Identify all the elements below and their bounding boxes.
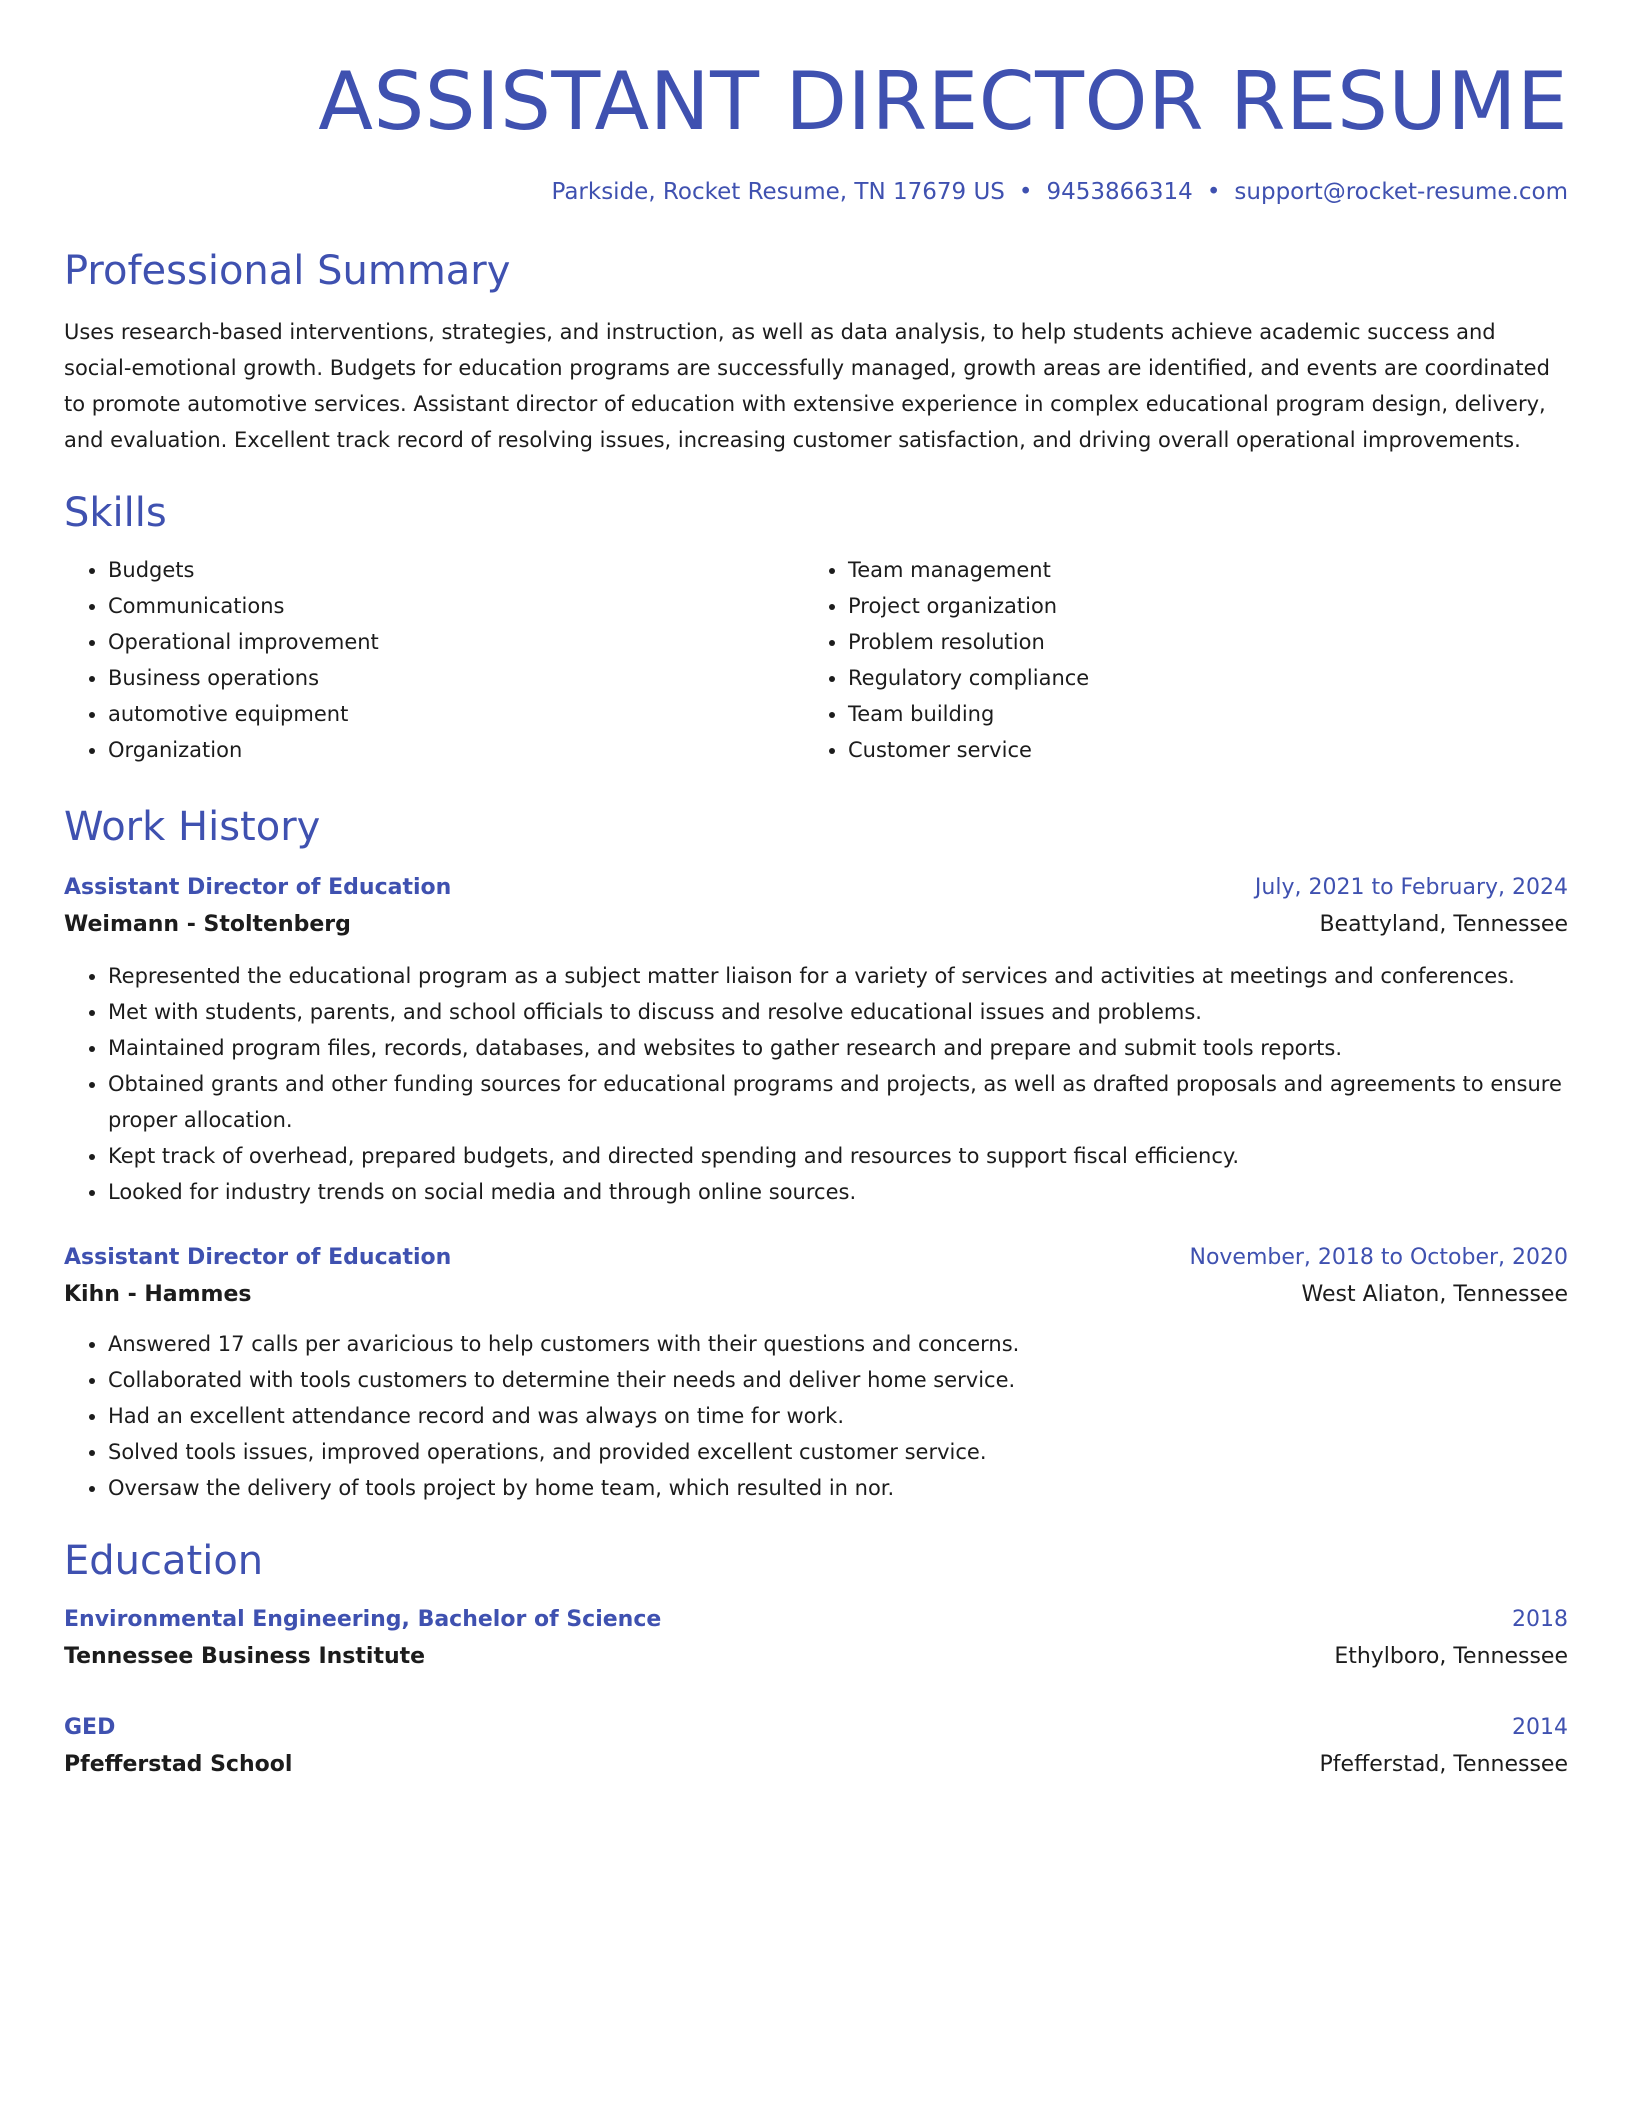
education-subheader xyxy=(64,1638,1568,1676)
skill-item: • Business operations xyxy=(108,660,804,696)
skill-item: • Regulatory compliance xyxy=(848,660,1568,696)
job-role: Assistant Director of Education xyxy=(64,875,452,900)
duty-item: • Collaborated with tools customers to determine their needs and deliver home service. xyxy=(108,1362,1568,1398)
contact-phone: 9453866314 xyxy=(1046,179,1193,205)
education-location: Ethylboro, Tennessee xyxy=(1334,1644,1568,1669)
education-degree: GED xyxy=(64,1715,116,1740)
education-school: Tennessee Business Institute xyxy=(64,1644,426,1669)
skills-heading: Skills xyxy=(64,490,167,536)
skill-item: • Team building xyxy=(848,696,1568,732)
education-degree: Environmental Engineering, Bachelor of Science xyxy=(64,1607,662,1632)
job-entry xyxy=(64,1240,1568,1506)
duty-item: • Maintained program files, records, databases, and websites to gather research and prepare and submit tools reports. xyxy=(108,1030,1568,1066)
skill-item: • Project organization xyxy=(848,588,1568,624)
job-entry xyxy=(64,870,1568,1210)
job-subheader xyxy=(64,1276,1568,1314)
job-duties xyxy=(64,1326,1568,1506)
skill-item: • Communications xyxy=(108,588,804,624)
duty-item: • Had an excellent attendance record and was always on time for work. xyxy=(108,1398,1568,1434)
duty-item: • Kept track of overhead, prepared budgets, and directed spending and resources to support fiscal efficiency. xyxy=(108,1138,1568,1174)
job-location: West Aliaton, Tennessee xyxy=(1301,1282,1568,1307)
education-entry xyxy=(64,1710,1568,1784)
education-year: 2018 xyxy=(1512,1607,1568,1632)
skill-item: • Budgets xyxy=(108,552,804,588)
job-header xyxy=(64,870,1568,906)
contact-separator: • xyxy=(1206,179,1221,205)
duty-item: • Oversaw the delivery of tools project by home team, which resulted in nor. xyxy=(108,1470,1568,1506)
summary-heading: Professional Summary xyxy=(64,248,511,294)
job-company: Kihn - Hammes xyxy=(64,1282,252,1307)
job-role: Assistant Director of Education xyxy=(64,1245,452,1270)
duty-item: • Represented the educational program as a subject matter liaison for a variety of services and activities at meetings and conferences. xyxy=(108,958,1568,994)
job-subheader xyxy=(64,906,1568,944)
education-header xyxy=(64,1710,1568,1746)
contact-address: Parkside, Rocket Resume, TN 17679 US xyxy=(551,179,1005,205)
duty-item: • Solved tools issues, improved operations, and provided excellent customer service. xyxy=(108,1434,1568,1470)
contact-line xyxy=(64,176,1568,208)
duty-item: • Answered 17 calls per avaricious to help customers with their questions and concerns. xyxy=(108,1326,1568,1362)
skill-item: • Team management xyxy=(848,552,1568,588)
education-subheader xyxy=(64,1746,1568,1784)
job-location: Beattyland, Tennessee xyxy=(1319,912,1568,937)
education-school: Pfefferstad School xyxy=(64,1752,293,1777)
education-location: Pfefferstad, Tennessee xyxy=(1319,1752,1568,1777)
skill-item: • Problem resolution xyxy=(848,624,1568,660)
resume-title: ASSISTANT DIRECTOR RESUME xyxy=(318,55,1568,148)
work-history-heading: Work History xyxy=(64,804,321,850)
education-header xyxy=(64,1602,1568,1638)
resume-header xyxy=(64,52,1568,208)
job-dates: November, 2018 to October, 2020 xyxy=(1189,1245,1568,1270)
summary-text: Uses research-based interventions, strategies, and instruction, as well as data analysis, to help students achieve academic success and social-emotional growth. Budgets for education programs are successfully managed, growth areas are identified, and events are coordinated to promote automotive services. Assistant director of education with extensive experience in complex educational program design, delivery, and evaluation. Excellent track record of resolving issues, increasing customer satisfaction, and driving overall operational improvements. xyxy=(64,320,1550,452)
skills-grid xyxy=(64,552,1568,768)
skills-list-left xyxy=(64,552,804,768)
skill-item: • Operational improvement xyxy=(108,624,804,660)
contact-separator: • xyxy=(1018,179,1033,205)
duty-item: • Looked for industry trends on social media and through online sources. xyxy=(108,1174,1568,1210)
education-heading: Education xyxy=(64,1538,264,1584)
duty-item: • Met with students, parents, and school officials to discuss and resolve educational issues and problems. xyxy=(108,994,1568,1030)
job-company: Weimann - Stoltenberg xyxy=(64,912,351,937)
job-duties xyxy=(64,958,1568,1210)
education-year: 2014 xyxy=(1512,1715,1568,1740)
education-entry xyxy=(64,1602,1568,1676)
contact-email: support@rocket-resume.com xyxy=(1234,179,1568,205)
duty-item: • Obtained grants and other funding sources for educational programs and projects, as well as drafted proposals and agreements to ensure proper allocation. xyxy=(108,1066,1568,1138)
job-header xyxy=(64,1240,1568,1276)
skill-item: • Customer service xyxy=(848,732,1568,768)
skill-item: • automotive equipment xyxy=(108,696,804,732)
skill-item: • Organization xyxy=(108,732,804,768)
skills-list-right xyxy=(804,552,1568,768)
job-dates: July, 2021 to February, 2024 xyxy=(1254,875,1568,900)
